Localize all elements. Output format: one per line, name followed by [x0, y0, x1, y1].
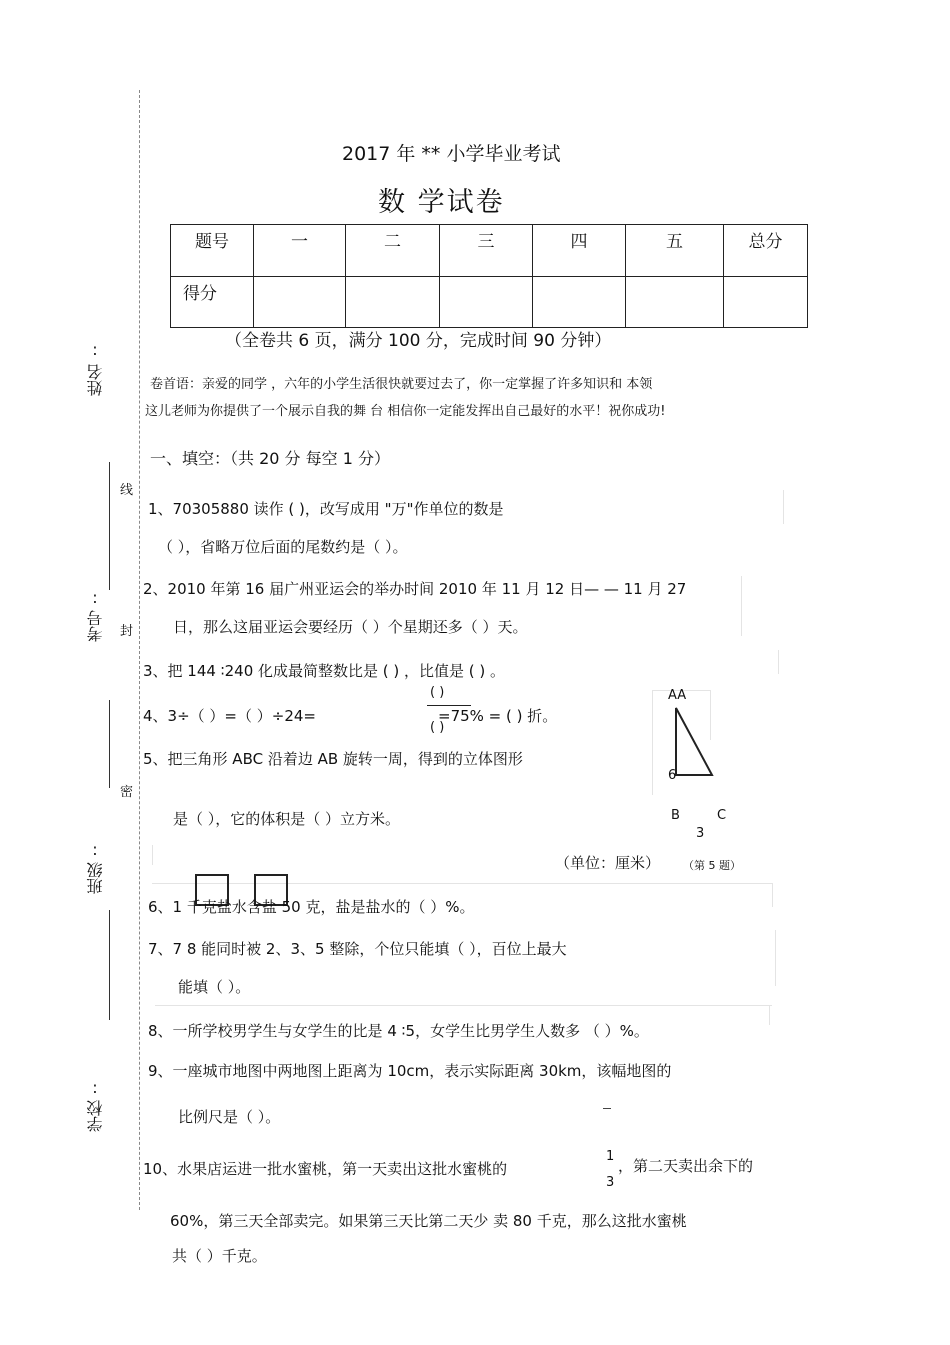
- q9-line-2: 比例尺是（ ）。: [178, 1108, 281, 1126]
- q3: 3、把 144 ∶240 化成最简整数比是 ( ) ，比值是 ( ) 。: [143, 662, 506, 680]
- q10-line-1-end: ，第二天卖出余下的: [618, 1157, 754, 1175]
- seal-secret-mark: 密: [120, 785, 134, 800]
- score-cell[interactable]: [346, 276, 440, 328]
- score-row-label: 得分: [171, 276, 254, 328]
- binding-line: [109, 910, 110, 1020]
- triangle-abc: [676, 708, 712, 775]
- q8: 8、一所学校男学生与女学生的比是 4 ∶5，女学生比男学生人数多 （ ）%。: [148, 1022, 649, 1040]
- score-header-row: [171, 225, 808, 277]
- score-cell[interactable]: [254, 276, 346, 328]
- q10-line-1: 10、水果店运进一批水蜜桃，第一天卖出这批水蜜桃的: [143, 1160, 508, 1178]
- q7-line-2: 能填（ ）。: [178, 978, 251, 996]
- scan-artifact: [769, 1005, 770, 1025]
- seal-seal-mark: 封: [120, 624, 134, 639]
- q4-start: 4、3÷（ ）=（ ）÷24=: [143, 707, 316, 725]
- section-1-heading: 一、填空：（共 20 分 每空 1 分）: [150, 449, 390, 468]
- scan-mark: [603, 1108, 611, 1109]
- q5-line-1: 5、把三角形 ABC 沿着边 AB 旋转一周，得到的立体图形: [143, 750, 523, 768]
- scan-artifact: [775, 930, 776, 986]
- q1-line-2: （ ），省略万位后面的尾数约是（ ）。: [158, 538, 408, 556]
- q4-fraction-bottom: ( ): [430, 720, 445, 735]
- q5-note: （第 5 题）: [683, 859, 741, 872]
- binding-line: [109, 462, 110, 590]
- subject-title: 数 学试卷: [378, 187, 505, 218]
- q10-line-2: 60%，第三天全部卖完。如果第三天比第二天少 卖 80 千克，那么这批水蜜桃: [170, 1212, 687, 1230]
- q5-line-2: 是（ ），它的体积是（ ）立方米。: [173, 810, 401, 828]
- score-table: [170, 224, 808, 328]
- seal-line-mark: 线: [120, 483, 134, 498]
- q7-line-1: 7、7 8 能同时被 2、3、5 整除，个位只能填（ ），百位上最大: [148, 940, 567, 958]
- preface-line-2: 这儿老师为你提供了一个展示自我的舞 台 相信你一定能发挥出自己最好的水平！祝你成功!: [145, 404, 666, 419]
- binding-colon: :: [92, 1078, 98, 1097]
- q6: 6、1 千克盐水含盐 50 克，盐是盐水的（ ）%。: [148, 898, 475, 916]
- q4-fraction-top: ( ): [430, 685, 445, 700]
- figure-label-c: C: [717, 808, 727, 823]
- binding-colon: :: [92, 340, 98, 359]
- q9-line-1: 9、一座城市地图中两地图上距离为 10cm，表示实际距离 30km，该幅地图的: [148, 1062, 672, 1080]
- score-header-cell: 总分: [724, 225, 808, 277]
- binding-colon: :: [92, 840, 98, 859]
- score-header-cell: 二: [346, 225, 440, 277]
- scan-artifact: [152, 845, 153, 865]
- class-label: 班级: [86, 862, 105, 894]
- binding-line: [109, 700, 110, 788]
- exam-info: （全卷共 6 页，满分 100 分，完成时间 90 分钟）: [225, 331, 612, 351]
- figure-label-a: AA: [668, 688, 687, 703]
- binding-colon: :: [92, 588, 98, 607]
- score-header-cell: 三: [440, 225, 533, 277]
- exam-title: 2017 年 ** 小学毕业考试: [342, 143, 561, 165]
- scan-artifact: [772, 883, 773, 907]
- score-header-cell: 四: [533, 225, 626, 277]
- figure-label-3: 3: [696, 826, 705, 841]
- score-header-cell: 五: [626, 225, 724, 277]
- figure-label-b: B: [671, 808, 680, 823]
- q2-line-1: 2、2010 年第 16 届广州亚运会的举办时间 2010 年 11 月 12 日— — 11 月 27: [143, 580, 687, 598]
- q10-line-3: 共（ ）千克。: [172, 1247, 267, 1265]
- q2-line-2: 日，那么这届亚运会要经历（ ）个星期还多（ ）天。: [173, 618, 528, 636]
- name-label: 姓名: [86, 364, 105, 396]
- q5-unit: （单位：厘米）: [555, 854, 661, 872]
- score-cell[interactable]: [724, 276, 808, 328]
- q10-fraction-num: 1: [606, 1149, 615, 1164]
- scan-artifact: [741, 576, 742, 636]
- scan-artifact: [155, 1005, 772, 1006]
- binding-dashed-line: [139, 90, 140, 1210]
- scan-artifact: [778, 650, 779, 674]
- score-cell[interactable]: [533, 276, 626, 328]
- figure-label-6: 6: [668, 768, 677, 783]
- score-header-cell: 一: [254, 225, 346, 277]
- q10-fraction-den: 3: [606, 1175, 615, 1190]
- school-label: 学校: [86, 1100, 105, 1132]
- q4-end: =75% = ( ) 折。: [438, 707, 558, 725]
- scan-artifact: [152, 883, 772, 884]
- score-cell[interactable]: [626, 276, 724, 328]
- score-value-row: [171, 276, 808, 328]
- score-cell[interactable]: [440, 276, 533, 328]
- scan-artifact: [652, 690, 653, 795]
- exam-no-label: 考号: [86, 610, 105, 642]
- preface-line-1: 卷首语：亲爱的同学 ，六年的小学生活很快就要过去了，你一定掌握了许多知识和 本领: [150, 377, 653, 392]
- q1-line-1: 1、70305880 读作 ( )，改写成用 "万"作单位的数是: [148, 500, 504, 518]
- score-header-cell: 题号: [171, 225, 254, 277]
- scan-artifact: [783, 490, 784, 524]
